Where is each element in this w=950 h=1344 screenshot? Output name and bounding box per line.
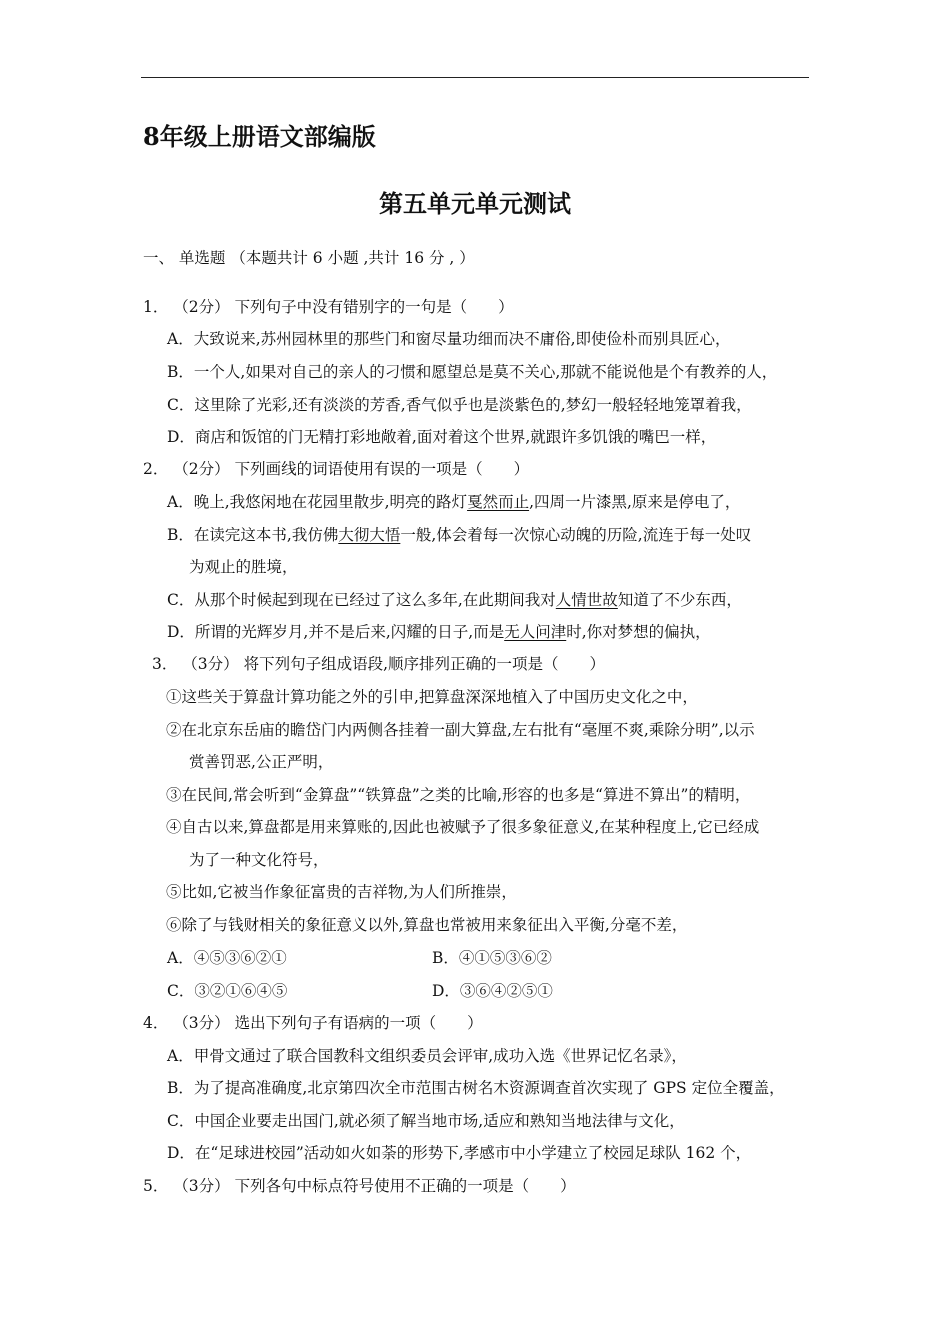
q2-option-b: B．在读完这本书,我仿佛大彻大悟一般,体会着每一次惊心动魄的历险,流连于每一处叹: [167, 526, 752, 544]
q2-option-c: C．从那个时候起到现在已经过了这么多年,在此期间我对人情世故知道了不少东西，: [167, 591, 742, 609]
q3-item-6: ⑥除了与钱财相关的象征意义以外,算盘也常被用来象征出入平衡,分毫不差，: [166, 916, 688, 934]
q1-option-c: C．这里除了光彩,还有淡淡的芳香,香气似乎也是淡紫色的,梦幻一般轻轻地笼罩着我，: [167, 396, 752, 414]
q1-option-d: D．商店和饭馆的门无精打彩地敞着,面对着这个世界,就跟许多饥饿的嘴巴一样，: [167, 428, 717, 446]
q4-option-c: C．中国企业要走出国门,就必须了解当地市场,适应和熟知当地法律与文化，: [167, 1112, 685, 1130]
section-heading: 一、 单选题 （本题共计 6 小题 ,共计 16 分 , ）: [143, 249, 475, 267]
q3-option-a: A．④⑤③⑥②①: [167, 949, 287, 967]
underlined-word: 无人问津: [504, 623, 567, 641]
question-2-stem: 2． （2分） 下列画线的词语使用有误的一项是（ ）: [143, 460, 530, 478]
q1-option-b: B．一个人,如果对自己的亲人的刁惯和愿望总是莫不关心,那就不能说他是个有教养的人，: [167, 363, 778, 381]
question-3-stem: 3． （3分） 将下列句子组成语段,顺序排列正确的一项是（ ）: [152, 655, 606, 673]
q4-option-b: B．为了提高准确度,北京第四次全市范围古树名木资源调查首次实现了 GPS 定位全覆盖，: [167, 1079, 785, 1097]
question-1-stem: 1． （2分） 下列句子中没有错别字的一句是（ ）: [143, 298, 514, 316]
q3-item-5: ⑤比如,它被当作象征富贵的吉祥物,为人们所推崇，: [166, 883, 517, 901]
header-rule: [141, 77, 809, 78]
document-title: 8年级上册语文部编版: [143, 122, 376, 151]
q3-option-d: D．③⑥④②⑤①: [432, 982, 553, 1000]
question-5-stem: 5． （3分） 下列各句中标点符号使用不正确的一项是（ ）: [143, 1177, 576, 1195]
q3-item-4-continued: 为了一种文化符号，: [189, 851, 329, 869]
question-4-stem: 4． （3分） 选出下列句子有语病的一项（ ）: [143, 1014, 483, 1032]
unit-title: 第五单元单元测试: [379, 189, 571, 218]
q2-option-b-continued: 为观止的胜境，: [189, 558, 298, 576]
underlined-word: 大彻大悟: [338, 526, 401, 544]
q3-item-1: ①这些关于算盘计算功能之外的引申,把算盘深深地植入了中国历史文化之中，: [166, 688, 698, 706]
q1-option-a: A．大致说来,苏州园林里的那些门和窗尽量功细而决不庸俗,即使俭朴而别具匠心，: [167, 330, 731, 348]
q3-item-3: ③在民间,常会听到“金算盘”“铁算盘”之类的比喻,形容的也多是“算进不算出”的精明，: [166, 786, 751, 804]
q3-item-4: ④自古以来,算盘都是用来算账的,因此也被赋予了很多象征意义,在某种程度上,它已经成: [166, 818, 760, 836]
q4-option-a: A．甲骨文通过了联合国教科文组织委员会评审,成功入选《世界记忆名录》，: [167, 1047, 687, 1065]
underlined-word: 戛然而止: [467, 493, 530, 511]
q2-option-d: D．所谓的光辉岁月,并不是后来,闪耀的日子,而是无人问津时,你对梦想的偏执，: [167, 623, 711, 641]
q4-option-d: D．在“足球进校园”活动如火如荼的形势下,孝感市中小学建立了校园足球队 162 个，: [167, 1144, 752, 1162]
q2-option-a: A．晚上,我悠闲地在花园里散步,明亮的路灯戛然而止,四周一片漆黑,原来是停电了，: [167, 493, 741, 511]
q3-item-2-continued: 赏善罚恶,公正严明，: [189, 753, 334, 771]
underlined-word: 人情世故: [555, 591, 618, 609]
q3-option-c: C．③②①⑥④⑤: [167, 982, 288, 1000]
q3-item-2: ②在北京东岳庙的瞻岱门内两侧各挂着一副大算盘,左右批有“毫厘不爽,乘除分明”,以示: [166, 721, 755, 739]
q3-option-b: B．④①⑤③⑥②: [432, 949, 552, 967]
